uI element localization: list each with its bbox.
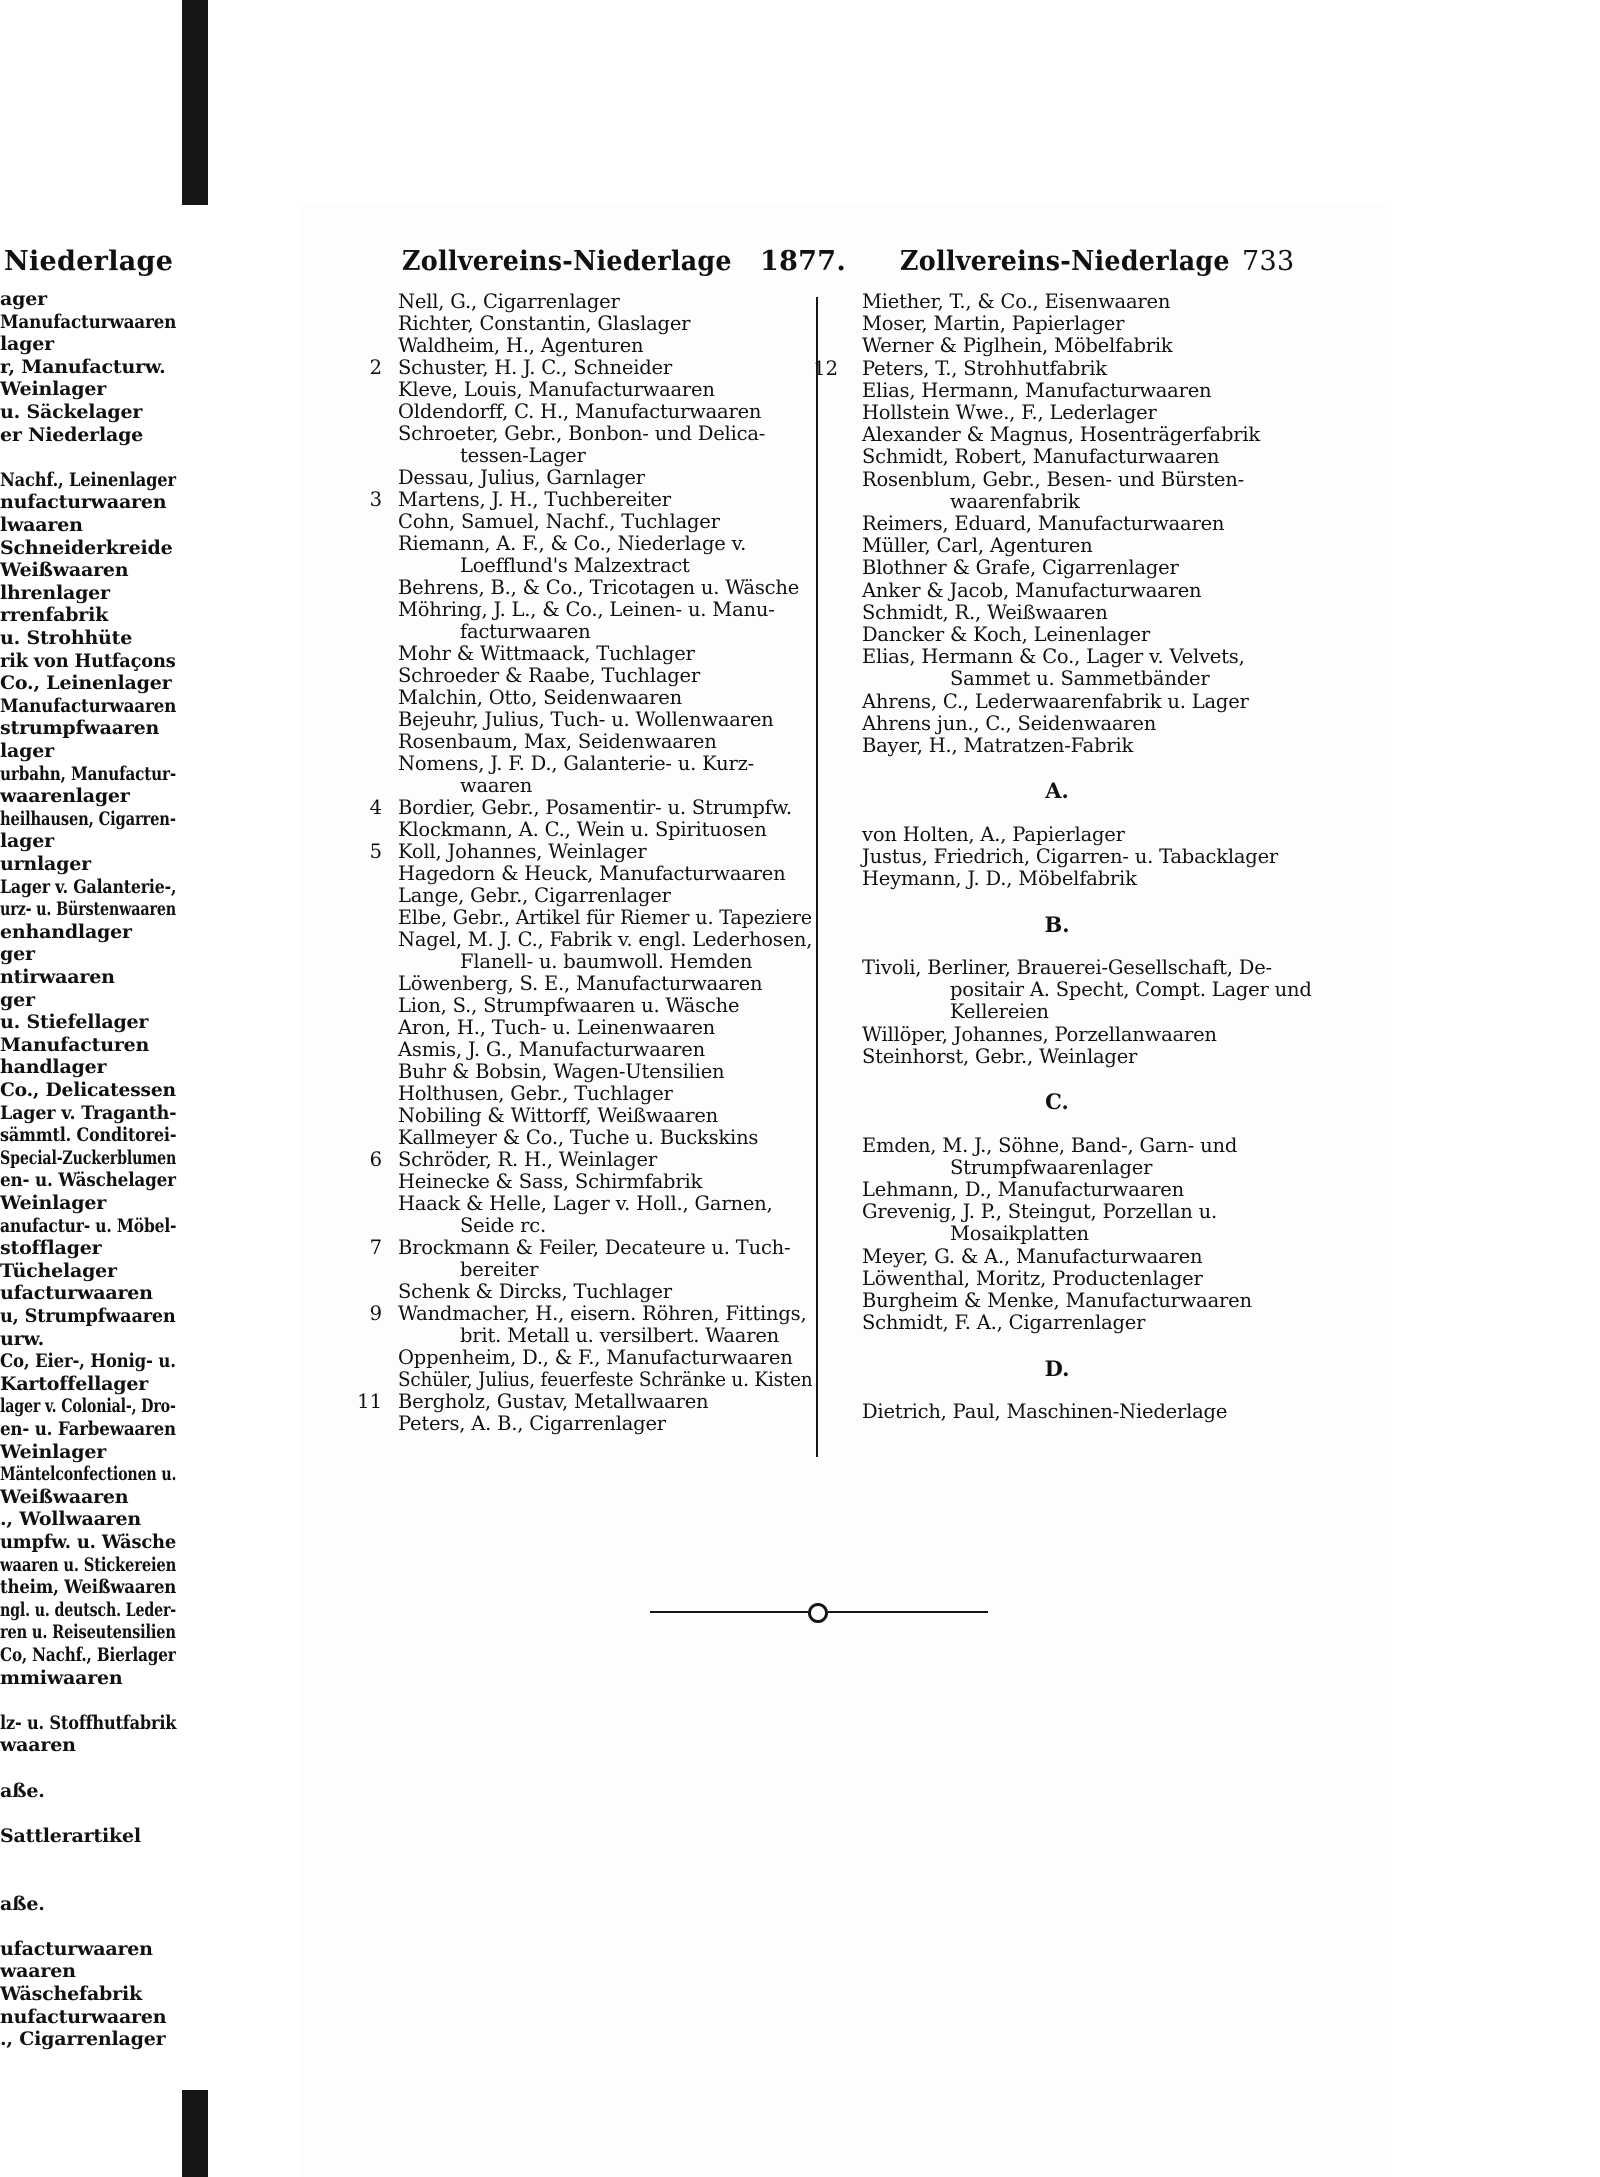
entry-continuation: positair A. Specht, Compt. Lager und bbox=[950, 978, 1312, 1002]
left-page-line: Mäntelconfectionen u. bbox=[0, 1463, 177, 1486]
directory-entry: Haack & Helle, Lager v. Holl., Garnen, bbox=[398, 1192, 773, 1215]
directory-entry: Schroeder & Raabe, Tuchlager bbox=[398, 664, 700, 687]
directory-entry: Lion, S., Strumpfwaaren u. Wäsche bbox=[398, 994, 740, 1017]
left-page-line: Tüchelager bbox=[0, 1259, 117, 1282]
left-page-line: u, Strumpfwaaren bbox=[0, 1305, 176, 1327]
directory-entry: Waldheim, H., Agenturen bbox=[398, 334, 644, 357]
entry-continuation: Sammet u. Sammetbänder bbox=[950, 667, 1210, 691]
left-page-line: Manufacturwaaren bbox=[0, 694, 177, 717]
directory-entry: Ahrens jun., C., Seidenwaaren bbox=[862, 711, 1157, 735]
section-letter: C. bbox=[1045, 1089, 1069, 1115]
left-page-line: Weißwaaren bbox=[0, 1485, 129, 1508]
left-page-line: Special-Zuckerblumen bbox=[0, 1146, 177, 1169]
column-divider bbox=[816, 297, 818, 1457]
directory-entry: Rosenblum, Gebr., Besen- und Bürsten- bbox=[862, 467, 1244, 491]
header-year: 1877. bbox=[760, 246, 847, 277]
left-page-line: u. Säckelager bbox=[0, 401, 143, 423]
left-page-line: en- u. Farbewaaren bbox=[0, 1418, 176, 1440]
directory-entry: Heymann, J. D., Möbelfabrik bbox=[862, 867, 1137, 891]
directory-entry: Schüler, Julius, feuerfeste Schränke u. Kisten bbox=[398, 1368, 813, 1391]
left-page-line: ., Cigarrenlager bbox=[0, 2028, 166, 2051]
directory-entry: Bordier, Gebr., Posamentir- u. Strumpfw. bbox=[398, 796, 792, 819]
left-page-line: strumpfwaaren bbox=[0, 717, 160, 740]
left-page-line: waaren u. Stickereien bbox=[0, 1553, 177, 1576]
directory-entry: Nomens, J. F. D., Galanterie- u. Kurz- bbox=[398, 752, 755, 775]
directory-entry: Richter, Constantin, Glaslager bbox=[398, 312, 691, 335]
ornament-line-left bbox=[650, 1611, 808, 1613]
directory-entry: Koll, Johannes, Weinlager bbox=[398, 840, 647, 863]
left-page-line: waarenlager bbox=[0, 785, 130, 808]
left-page-line: Schneiderkreide bbox=[0, 536, 173, 559]
directory-entry: Oppenheim, D., & F., Manufacturwaaren bbox=[398, 1346, 793, 1369]
left-page-line: lager bbox=[0, 830, 54, 853]
directory-entry: Justus, Friedrich, Cigarren- u. Tabacklager bbox=[862, 845, 1279, 868]
directory-entry: Elbe, Gebr., Artikel für Riemer u. Tapeziere bbox=[398, 906, 812, 929]
directory-entry: Dancker & Koch, Leinenlager bbox=[862, 623, 1151, 646]
directory-entry: von Holten, A., Papierlager bbox=[862, 822, 1125, 846]
directory-entry: Steinhorst, Gebr., Weinlager bbox=[862, 1044, 1138, 1068]
directory-entry: Malchin, Otto, Seidenwaaren bbox=[398, 686, 682, 709]
left-page-line: Weinlager bbox=[0, 1192, 107, 1214]
left-page-line: Co., Leinenlager bbox=[0, 672, 172, 695]
directory-entry: Heinecke & Sass, Schirmfabrik bbox=[398, 1170, 703, 1193]
left-page-line: nufacturwaaren bbox=[0, 491, 167, 514]
header-right-title: Zollvereins-Niederlage bbox=[900, 246, 1230, 277]
directory-entry: Schroeter, Gebr., Bonbon- und Delica- bbox=[398, 422, 766, 445]
directory-entry: Anker & Jacob, Manufacturwaaren bbox=[862, 578, 1202, 602]
directory-entry: Aron, H., Tuch- u. Leinenwaaren bbox=[398, 1016, 716, 1039]
directory-entry: Oldendorff, C. H., Manufacturwaaren bbox=[398, 400, 762, 423]
directory-entry: Emden, M. J., Söhne, Band-, Garn- und bbox=[862, 1133, 1238, 1157]
left-page-line: enhandlager bbox=[0, 920, 132, 943]
directory-entry: Miether, T., & Co., Eisenwaaren bbox=[862, 290, 1171, 313]
directory-entry: Mohr & Wittmaack, Tuchlager bbox=[398, 642, 695, 665]
directory-entry: Hollstein Wwe., F., Lederlager bbox=[862, 401, 1157, 424]
left-page-line: urz- u. Bürstenwaaren bbox=[0, 898, 177, 921]
left-page-line: lager bbox=[0, 333, 54, 356]
entry-continuation: waarenfabrik bbox=[950, 489, 1080, 513]
left-page-line: rik von Hutfaçons bbox=[0, 649, 176, 672]
directory-entry: Cohn, Samuel, Nachf., Tuchlager bbox=[398, 510, 720, 533]
directory-entry: Reimers, Eduard, Manufacturwaaren bbox=[862, 512, 1225, 535]
directory-entry: Kleve, Louis, Manufacturwaaren bbox=[398, 378, 715, 401]
directory-entry: Bergholz, Gustav, Metallwaaren bbox=[398, 1390, 709, 1413]
left-page-line: Wäschefabrik bbox=[0, 1983, 142, 2005]
directory-entry: Blothner & Grafe, Cigarrenlager bbox=[862, 556, 1179, 580]
left-page-line: ufacturwaaren bbox=[0, 1937, 153, 1960]
left-page-line: er Niederlage bbox=[0, 423, 144, 446]
directory-entry: Riemann, A. F., & Co., Niederlage v. bbox=[398, 532, 747, 555]
left-page-line: aße. bbox=[0, 1779, 45, 1802]
directory-entry: Grevenig, J. P., Steingut, Porzellan u. bbox=[862, 1200, 1217, 1224]
left-page-line: umpfw. u. Wäsche bbox=[0, 1531, 177, 1553]
left-page-line: urnlager bbox=[0, 853, 91, 875]
section-letter: B. bbox=[1044, 911, 1070, 937]
left-page-line: nufacturwaaren bbox=[0, 2005, 167, 2028]
left-page-line: Co., Delicatessen bbox=[0, 1079, 176, 1101]
directory-entry: Schuster, H. J. C., Schneider bbox=[398, 356, 672, 379]
left-page-line: Nachf., Leinenlager bbox=[0, 468, 176, 491]
left-page-line: ager bbox=[0, 288, 47, 310]
directory-entry: Buhr & Bobsin, Wagen-Utensilien bbox=[398, 1060, 725, 1083]
left-page-line: ufacturwaaren bbox=[0, 1282, 153, 1305]
directory-entry: Tivoli, Berliner, Brauerei-Gesellschaft, De- bbox=[862, 956, 1272, 979]
directory-entry: Elias, Hermann & Co., Lager v. Velvets, bbox=[862, 645, 1245, 669]
left-page-line: rrenfabrik bbox=[0, 604, 109, 627]
street-number: 2 bbox=[369, 356, 382, 379]
directory-entry: Moser, Martin, Papierlager bbox=[862, 312, 1125, 336]
left-page-line: urbahn, Manufactur- bbox=[0, 762, 176, 785]
directory-entry: Holthusen, Gebr., Tuchlager bbox=[398, 1082, 673, 1105]
left-page-line: urw. bbox=[0, 1327, 45, 1350]
directory-entry: Elias, Hermann, Manufacturwaaren bbox=[862, 378, 1212, 402]
left-page-line: ren u. Reiseutensilien bbox=[0, 1621, 176, 1644]
left-page-line: Lager v. Traganth- bbox=[0, 1101, 177, 1124]
ornament-circle bbox=[808, 1603, 828, 1623]
street-number: 5 bbox=[369, 840, 382, 863]
directory-entry: Nell, G., Cigarrenlager bbox=[398, 290, 620, 313]
directory-entry: Asmis, J. G., Manufacturwaaren bbox=[398, 1038, 705, 1061]
left-page-line: theim, Weißwaaren bbox=[0, 1576, 177, 1599]
page-number: 733 bbox=[1242, 246, 1295, 277]
left-page-line: Weinlager bbox=[0, 1440, 107, 1463]
left-page-line: lhrenlager bbox=[0, 581, 110, 604]
header-left-title: Zollvereins-Niederlage bbox=[402, 246, 732, 277]
directory-entry: Werner & Piglhein, Möbelfabrik bbox=[862, 334, 1173, 358]
left-page-line: anufactur- u. Möbel- bbox=[0, 1214, 177, 1237]
directory-entry: Nobiling & Wittorff, Weißwaaren bbox=[398, 1104, 719, 1127]
left-page-line: lz- u. Stoffhutfabrik bbox=[0, 1711, 177, 1734]
directory-entry: Schmidt, F. A., Cigarrenlager bbox=[862, 1311, 1146, 1335]
left-page-line: aße. bbox=[0, 1892, 45, 1915]
directory-entry: Burgheim & Menke, Manufacturwaaren bbox=[862, 1289, 1252, 1312]
entry-continuation: Seide rc. bbox=[460, 1214, 546, 1237]
left-page-line: sämmtl. Conditorei- bbox=[0, 1124, 177, 1147]
street-number: 11 bbox=[357, 1390, 382, 1413]
entry-continuation: Loefflund's Malzextract bbox=[460, 554, 690, 577]
left-page-line: Sattlerartikel bbox=[0, 1824, 141, 1847]
left-page-line: Kartoffellager bbox=[0, 1372, 149, 1395]
directory-entry: Ahrens, C., Lederwaarenfabrik u. Lager bbox=[862, 689, 1249, 713]
left-page-line: Lager v. Galanterie-, bbox=[0, 875, 177, 898]
street-number: 7 bbox=[369, 1236, 382, 1259]
left-page-line: lwaaren bbox=[0, 514, 83, 536]
street-number: 12 bbox=[813, 356, 838, 380]
left-page-line: u. Strohhüte bbox=[0, 627, 133, 649]
directory-entry: Kallmeyer & Co., Tuche u. Buckskins bbox=[398, 1126, 759, 1149]
left-page-line: en- u. Wäschelager bbox=[0, 1169, 176, 1192]
entry-continuation: brit. Metall u. versilbert. Waaren bbox=[460, 1324, 780, 1347]
section-letter: D. bbox=[1044, 1355, 1070, 1381]
left-page-line: ntirwaaren bbox=[0, 966, 115, 988]
street-number: 3 bbox=[369, 488, 382, 511]
directory-entry: Schmidt, Robert, Manufacturwaaren bbox=[862, 445, 1220, 469]
section-letter: A. bbox=[1045, 778, 1069, 804]
directory-entry: Klockmann, A. C., Wein u. Spirituosen bbox=[398, 818, 767, 841]
left-page-line: Manufacturwaaren bbox=[0, 310, 177, 333]
directory-page bbox=[300, 205, 1390, 2177]
directory-entry: Bejeuhr, Julius, Tuch- u. Wollenwaaren bbox=[398, 708, 774, 731]
street-number: 6 bbox=[369, 1148, 382, 1171]
directory-entry: Alexander & Magnus, Hosenträgerfabrik bbox=[862, 423, 1261, 447]
directory-entry: Möhring, J. L., & Co., Leinen- u. Manu- bbox=[398, 598, 775, 621]
left-page-line: lager bbox=[0, 740, 54, 762]
directory-entry: Nagel, M. J. C., Fabrik v. engl. Lederhosen, bbox=[398, 928, 813, 951]
left-page-line: waaren bbox=[0, 1734, 76, 1757]
left-page-line: u. Stiefellager bbox=[0, 1011, 149, 1034]
left-page-line: ger bbox=[0, 988, 35, 1011]
left-page-fragment bbox=[0, 0, 300, 2177]
entry-continuation: Mosaikplatten bbox=[950, 1222, 1089, 1246]
left-page-line: Co, Eier-, Honig- u. bbox=[0, 1350, 176, 1373]
left-page-line: stofflager bbox=[0, 1237, 102, 1260]
street-number: 9 bbox=[369, 1302, 382, 1325]
directory-entry: Lehmann, D., Manufacturwaaren bbox=[862, 1178, 1184, 1201]
directory-entry: Rosenbaum, Max, Seidenwaaren bbox=[398, 730, 717, 753]
ornament-line-right bbox=[828, 1611, 988, 1613]
left-page-line: mmiwaaren bbox=[0, 1666, 123, 1689]
entry-continuation: bereiter bbox=[460, 1258, 539, 1281]
left-page-line: heilhausen, Cigarren- bbox=[0, 807, 176, 830]
directory-entry: Löwenthal, Moritz, Productenlager bbox=[862, 1266, 1203, 1290]
directory-entry: Schenk & Dircks, Tuchlager bbox=[398, 1280, 672, 1303]
left-page-line: r, Manufacturw. bbox=[0, 355, 166, 378]
directory-entry: Martens, J. H., Tuchbereiter bbox=[398, 488, 671, 511]
entry-continuation: Kellereien bbox=[950, 1000, 1049, 1024]
left-page-line: Manufacturen bbox=[0, 1033, 150, 1056]
directory-entry: Löwenberg, S. E., Manufacturwaaren bbox=[398, 972, 763, 995]
entry-continuation: waaren bbox=[460, 774, 533, 797]
directory-entry: Lange, Gebr., Cigarrenlager bbox=[398, 884, 671, 907]
directory-entry: Willöper, Johannes, Porzellanwaaren bbox=[862, 1022, 1217, 1046]
street-number: 4 bbox=[369, 796, 382, 819]
directory-entry: Wandmacher, H., eisern. Röhren, Fittings, bbox=[398, 1302, 807, 1325]
directory-entry: Müller, Carl, Agenturen bbox=[862, 534, 1093, 558]
left-page-line: ., Wollwaaren bbox=[0, 1508, 142, 1531]
directory-entry: Bayer, H., Matratzen-Fabrik bbox=[862, 734, 1134, 757]
directory-entry: Peters, A. B., Cigarrenlager bbox=[398, 1412, 666, 1435]
directory-entry: Dessau, Julius, Garnlager bbox=[398, 466, 645, 489]
directory-entry: Dietrich, Paul, Maschinen-Niederlage bbox=[862, 1400, 1228, 1423]
directory-entry: Hagedorn & Heuck, Manufacturwaaren bbox=[398, 862, 786, 885]
left-page-line: ngl. u. deutsch. Leder- bbox=[0, 1598, 177, 1621]
left-page-line: ger bbox=[0, 943, 35, 966]
entry-continuation: Flanell- u. baumwoll. Hemden bbox=[460, 950, 753, 973]
directory-entry: Schröder, R. H., Weinlager bbox=[398, 1148, 657, 1171]
left-page-line: handlager bbox=[0, 1056, 107, 1079]
left-page-line: waaren bbox=[0, 1960, 76, 1983]
left-page-line: Weinlager bbox=[0, 378, 107, 401]
left-page-line: Co, Nachf., Bierlager bbox=[0, 1644, 176, 1666]
entry-continuation: facturwaaren bbox=[460, 620, 591, 643]
left-page-title: Niederlage bbox=[4, 246, 174, 277]
directory-entry: Schmidt, R., Weißwaaren bbox=[862, 600, 1108, 624]
directory-entry: Brockmann & Feiler, Decateure u. Tuch- bbox=[398, 1236, 791, 1259]
left-page-line: lager v. Colonial-, Dro- bbox=[0, 1395, 176, 1418]
entry-continuation: tessen-Lager bbox=[460, 444, 586, 467]
entry-continuation: Strumpfwaarenlager bbox=[950, 1155, 1153, 1179]
directory-entry: Behrens, B., & Co., Tricotagen u. Wäsche bbox=[398, 576, 800, 599]
directory-entry: Peters, T., Strohhutfabrik bbox=[862, 356, 1107, 380]
directory-entry: Meyer, G. & A., Manufacturwaaren bbox=[862, 1244, 1203, 1268]
left-page-line: Weißwaaren bbox=[0, 559, 129, 582]
